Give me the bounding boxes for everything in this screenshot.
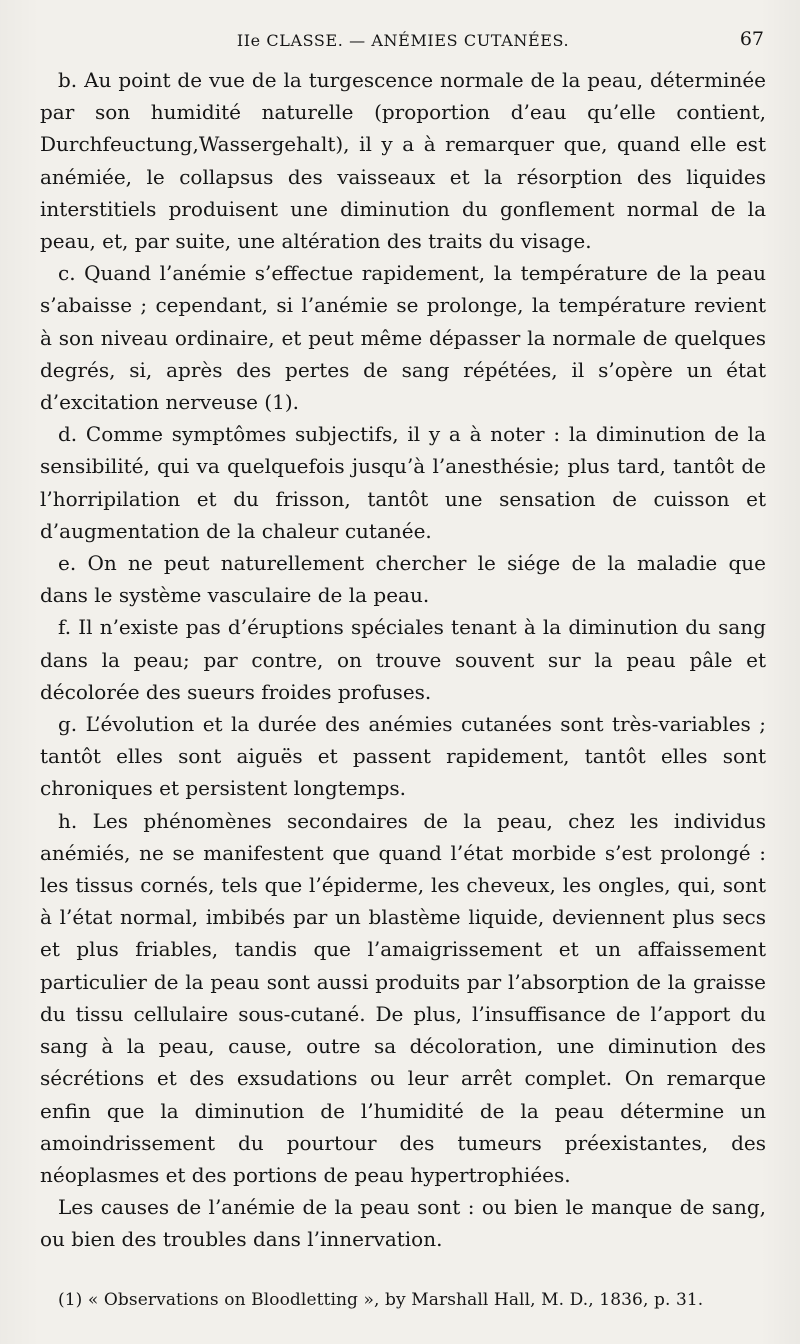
main-text	[40, 64, 766, 1256]
paragraph-e: e. On ne peut naturellement chercher le siége de la maladie que dans le système vasculaire de la peau.	[40, 551, 766, 608]
page-number: 67	[739, 28, 764, 50]
paragraph-d: d. Comme symptômes subjectifs, il y a à noter : la diminution de la sensibilité, qui va quelquefois jusqu’à l’anesthésie; plus tard, tantôt de l’horripilation et du frisson, tantôt une sensation de cuisson et d’augmentation de la chaleur cutanée.	[40, 422, 766, 543]
paragraph-h: h. Les phénomènes secondaires de la peau, chez les individus anémiés, ne se manifestent que quand l’état morbide s’est prolongé : les tissus cornés, tels que l’épiderme, les cheveux, les ongles, qui, sont à l’état normal, imbibés par un blastème liquide, deviennent plus secs et plus friables, tandis que l’amaigrissement et un affaissement particulier de la peau sont aussi produits par l’absorption de la graisse du tissu cellulaire sous-cutané. De plus, l’insuffisance de l’apport du sang à la peau, cause, outre sa décoloration, une diminution des sécrétions et des exsudations ou leur arrêt complet. On remarque enfin que la diminution de l’humidité de la peau détermine un amoindrissement du pourtour des tumeurs préexistantes, des néoplasmes et des portions de peau hypertrophiées.	[40, 808, 766, 1187]
paragraph-f: f. Il n’existe pas d’éruptions spéciales tenant à la diminution du sang dans la peau; par contre, on trouve souvent sur la peau pâle et décolorée des sueurs froides profuses.	[40, 615, 766, 704]
footnote: (1) « Observations on Bloodletting », by Marshall Hall, M. D., 1836, p. 31.	[58, 1289, 704, 1310]
paragraph-g: g. L’évolution et la durée des anémies cutanées sont très-variables ; tantôt elles sont aiguës et passent rapidement, tantôt elles sont chroniques et persistent longtemps.	[40, 712, 766, 801]
running-head: IIe CLASSE. — ANÉMIES CUTANÉES.	[236, 31, 570, 50]
paragraph-c: c. Quand l’anémie s’effectue rapidement, la température de la peau s’abaisse ; cependant, si l’anémie se prolonge, la température revient à son niveau ordinaire, et peut même dépasser la normale de quelques degrés, si, après des pertes de sang répétées, il s’opère un état d’excitation nerveuse (1).	[40, 261, 766, 415]
paragraph-b: b. Au point de vue de la turgescence normale de la peau, déterminée par son humidité naturelle (proportion d’eau qu’elle contient, Durchfeuctung,Wassergehalt), il y a à remarquer que, quand elle est anémiée, le collapsus des vaisseaux et la résorption des liquides interstitiels produisent une diminution du gonflement normal de la peau, et, par suite, une altération des traits du visage.	[40, 68, 766, 254]
paragraph-causes: Les causes de l’anémie de la peau sont : ou bien le manque de sang, ou bien des troubles dans l’innervation.	[40, 1195, 766, 1252]
page-header	[40, 28, 766, 56]
